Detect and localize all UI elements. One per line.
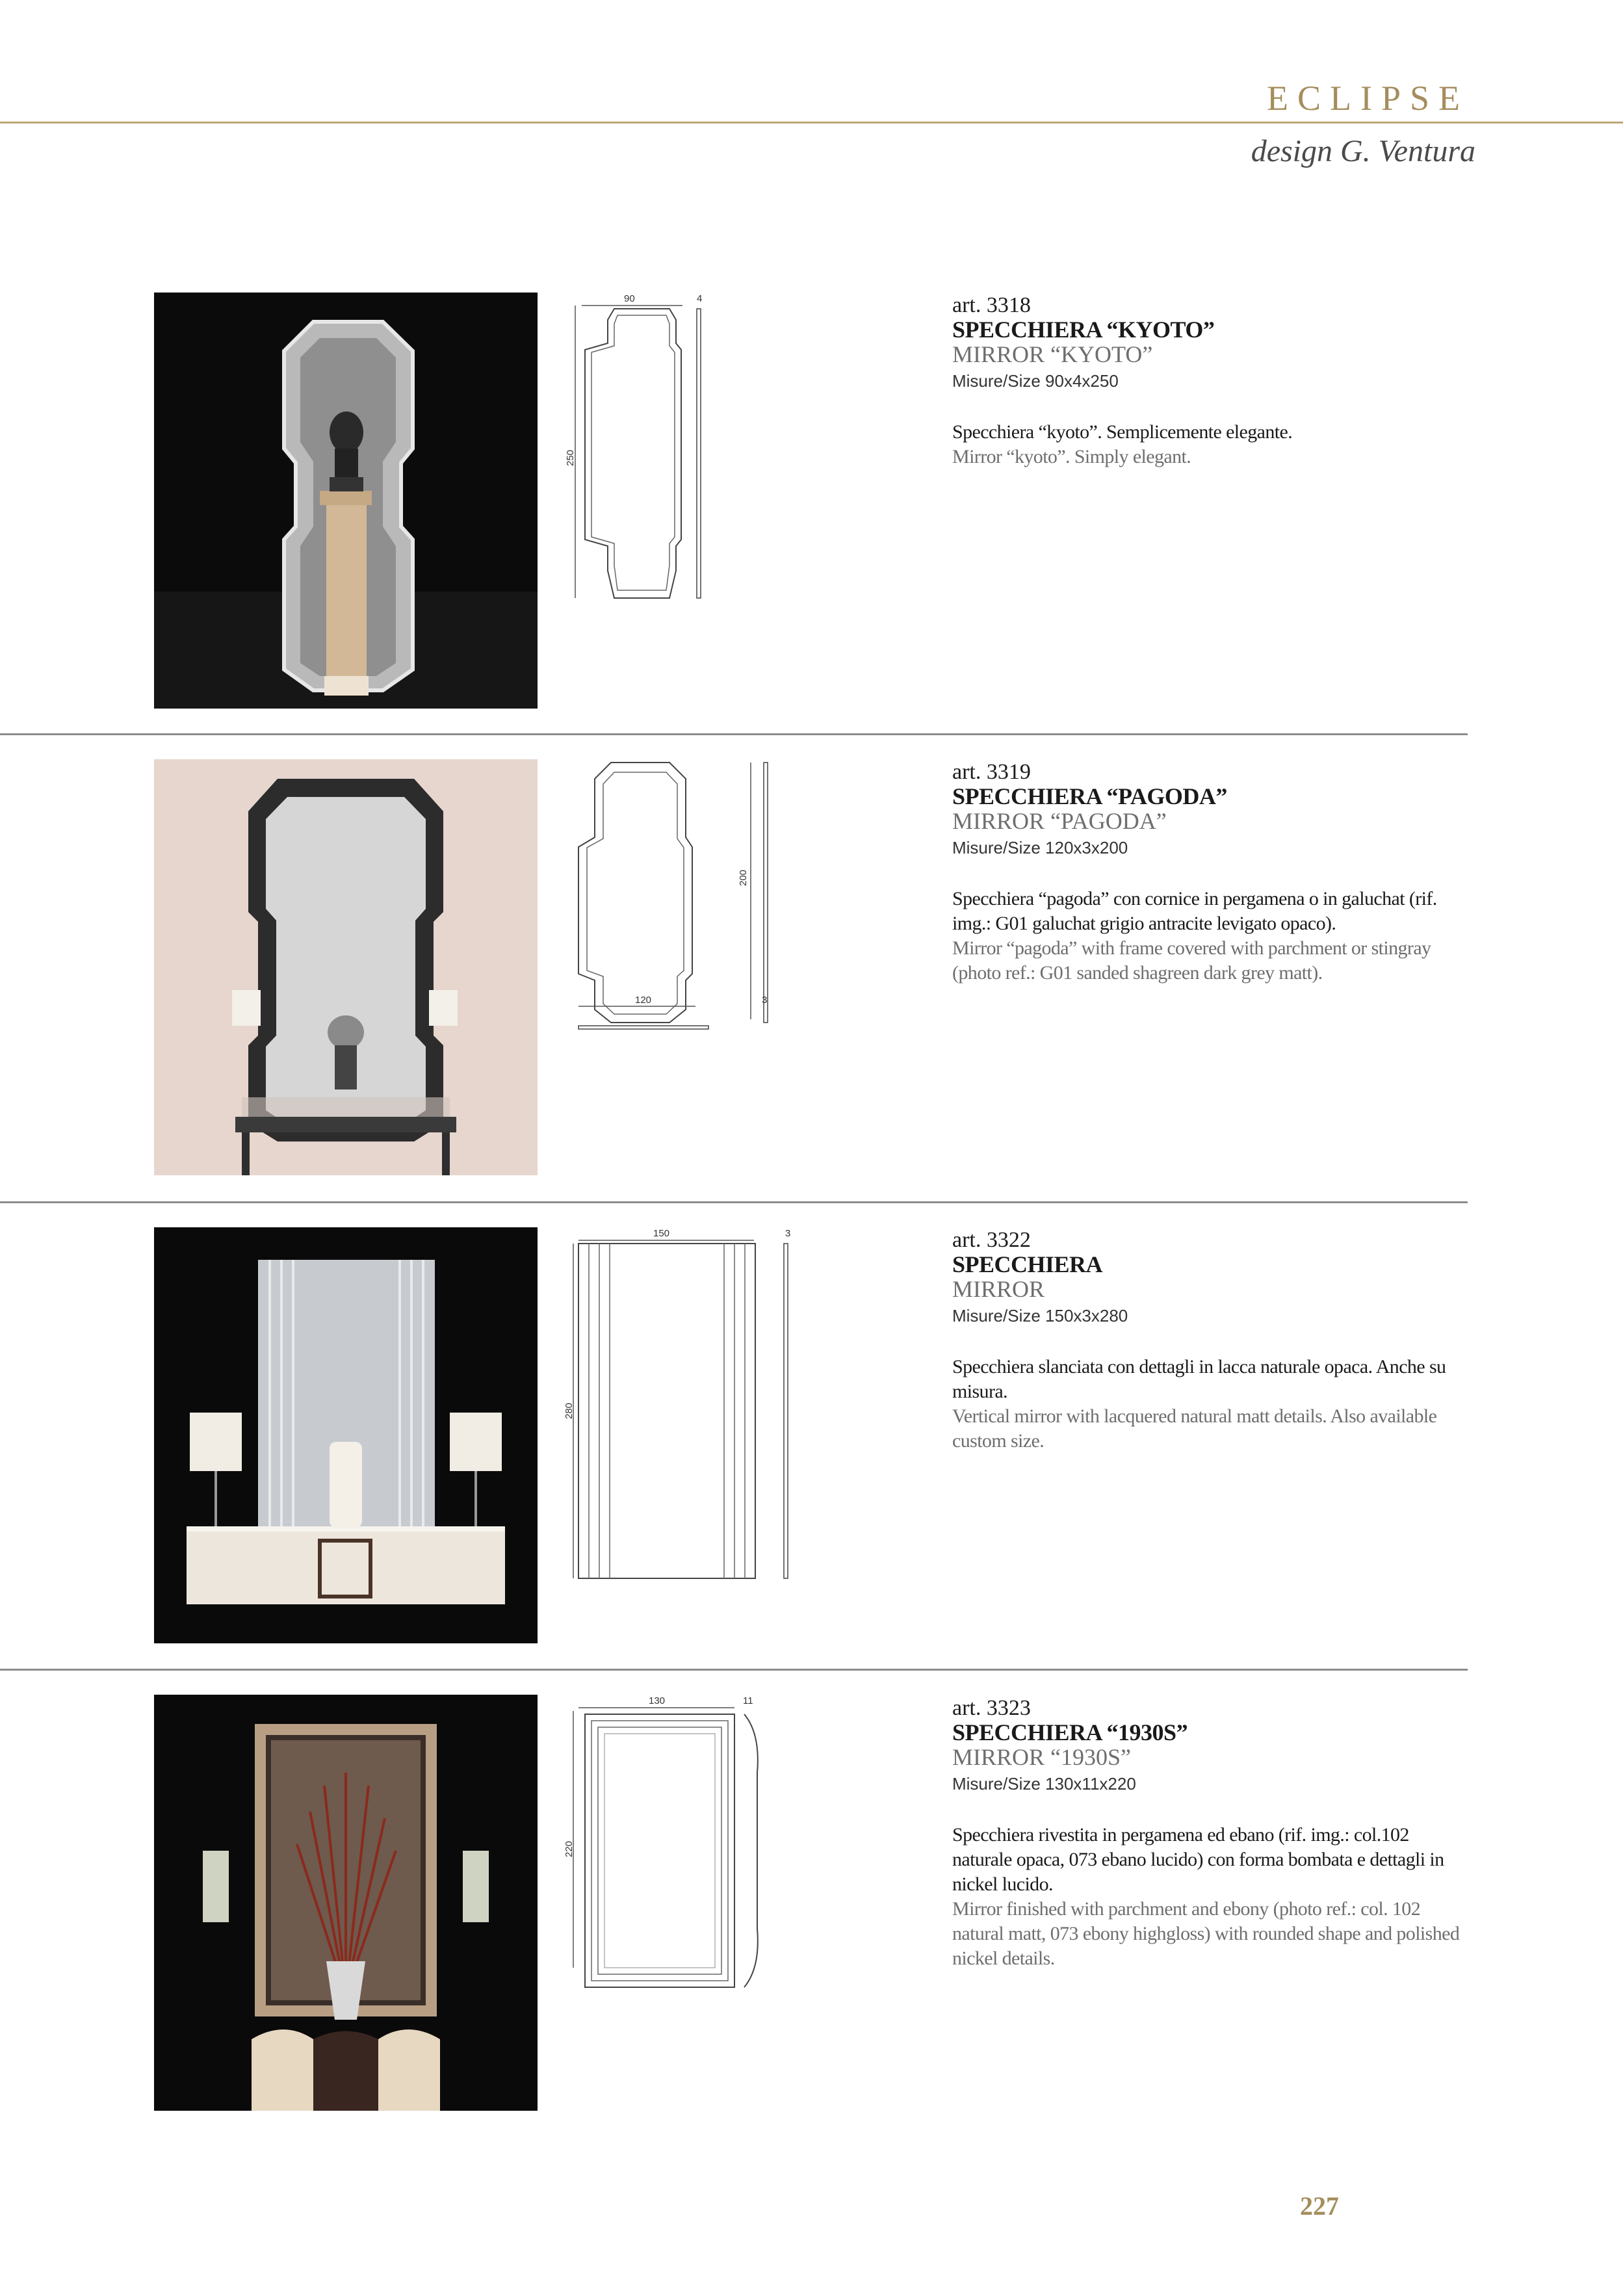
- product-info-specchiera: [952, 1229, 1472, 1454]
- page-number: 227: [1300, 2191, 1339, 2221]
- product-size: Misure/Size 120x3x200: [952, 838, 1128, 857]
- title-italian: SPECCHIERA “KYOTO”: [952, 317, 1215, 343]
- description-english: Vertical mirror with lacquered natural matt details. Also available custom size.: [952, 1405, 1437, 1452]
- dim-height-label: 220: [564, 1840, 575, 1857]
- technical-drawing-1930s: [565, 1695, 799, 2111]
- description-italian: Specchiera rivestita in pergamena ed ebano (rif. img.: col.102 naturale opaca, 073 ebano lucido) con forma bombata e dettagli in nickel lucido.: [952, 1824, 1444, 1895]
- dim-depth-label: 4: [697, 293, 703, 304]
- dim-width-label: 150: [653, 1228, 670, 1239]
- description-italian: Specchiera slanciata con dettagli in lacca naturale opaca. Anche su misura.: [952, 1356, 1446, 1402]
- product-info-pagoda: [952, 761, 1472, 985]
- section-divider: [0, 1201, 1468, 1203]
- dim-depth-label: 3: [785, 1228, 791, 1239]
- product-size: Misure/Size 150x3x280: [952, 1306, 1128, 1325]
- description-italian: Specchiera “kyoto”. Semplicemente elegante.: [952, 421, 1293, 443]
- title-english: MIRROR: [952, 1276, 1045, 1302]
- dim-width-label: 90: [624, 293, 635, 304]
- product-photo-1930s: [154, 1695, 538, 2111]
- dim-height-label: 280: [564, 1402, 575, 1419]
- title-english: MIRROR “KYOTO”: [952, 341, 1153, 367]
- description-english: Mirror “kyoto”. Simply elegant.: [952, 446, 1191, 467]
- technical-drawing-specchiera: [565, 1227, 799, 1643]
- section-divider: [0, 733, 1468, 735]
- dim-width-label: 120: [635, 995, 652, 1006]
- product-photo-pagoda: [154, 759, 538, 1175]
- product-photo-specchiera: [154, 1227, 538, 1643]
- product-photo-kyoto: [154, 293, 538, 709]
- dim-depth-label: 11: [743, 1695, 753, 1706]
- description-english: Mirror finished with parchment and ebony (photo ref.: col. 102 natural matt, 073 ebony highgloss) with rounded shape and polished nickel details.: [952, 1898, 1460, 1969]
- header-divider: [0, 122, 1623, 124]
- title-italian: SPECCHIERA: [952, 1251, 1103, 1277]
- dim-height-label: 200: [738, 869, 749, 886]
- product-info-kyoto: [952, 294, 1472, 469]
- article-number: art. 3323: [952, 1696, 1031, 1720]
- dim-depth-label: 3: [762, 995, 768, 1006]
- title-english: MIRROR “1930S”: [952, 1744, 1132, 1770]
- article-number: art. 3318: [952, 293, 1031, 317]
- dim-height-label: 250: [565, 449, 576, 466]
- technical-drawing-kyoto: [565, 293, 799, 709]
- section-divider: [0, 1669, 1468, 1671]
- technical-drawing-pagoda: [565, 759, 799, 1175]
- article-number: art. 3319: [952, 760, 1031, 784]
- article-number: art. 3322: [952, 1228, 1031, 1252]
- product-size: Misure/Size 90x4x250: [952, 371, 1119, 391]
- designer-credit: design G. Ventura: [1251, 134, 1475, 168]
- title-english: MIRROR “PAGODA”: [952, 808, 1167, 834]
- product-info-1930s: [952, 1697, 1472, 1971]
- title-italian: SPECCHIERA “1930S”: [952, 1719, 1188, 1745]
- title-italian: SPECCHIERA “PAGODA”: [952, 783, 1227, 809]
- brand-title: ECLIPSE: [1266, 79, 1469, 118]
- product-size: Misure/Size 130x11x220: [952, 1774, 1136, 1794]
- dim-width-label: 130: [649, 1695, 666, 1706]
- description-english: Mirror “pagoda” with frame covered with parchment or stingray (photo ref.: G01 sanded shagreen dark grey matt).: [952, 937, 1431, 984]
- description-italian: Specchiera “pagoda” con cornice in pergamena o in galuchat (rif. img.: G01 galuchat grigio antracite levigato opaco).: [952, 888, 1437, 934]
